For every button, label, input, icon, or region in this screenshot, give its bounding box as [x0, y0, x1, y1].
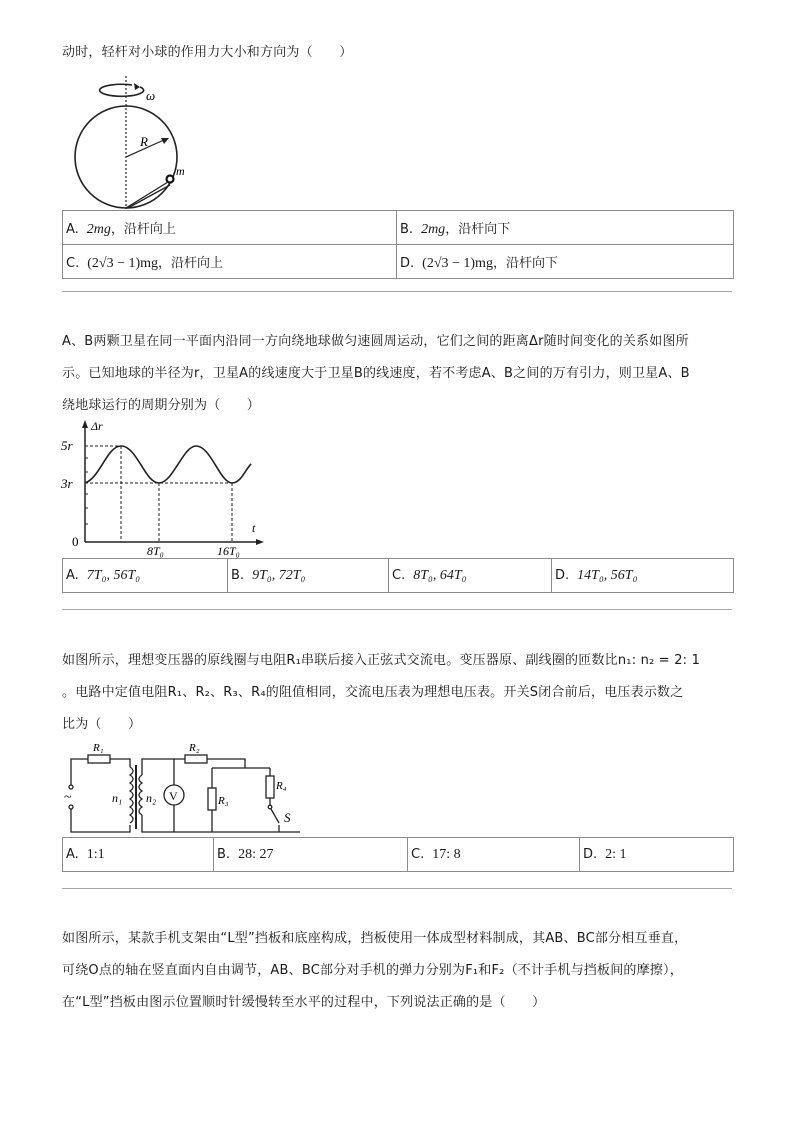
- q3-stem-line: 如图所示，理想变压器的原线圈与电阻R₁串联后接入正弦式交流电。变压器原、副线圈的匝数比n₁: n₂ = 2: 1: [62, 653, 701, 668]
- q4-stem-line: 可绕O点的轴在竖直面内自由调节，AB、BC部分对手机的弹力分别为F₁和F₂（不计手机与挡板间的摩擦），: [62, 963, 683, 978]
- radius-label: R: [140, 134, 148, 149]
- question-divider: [62, 291, 732, 292]
- q2-stem-line: 示。已知地球的半径为r，卫星A的线速度大于卫星B的线速度，若不考虑A、B之间的万有引力，则卫星A、B: [62, 366, 690, 381]
- y-tick-5r: 5r: [61, 438, 73, 453]
- q1-option-d[interactable]: D. (2√3 − 1)mg，沿杆向下: [397, 245, 734, 279]
- question-divider: [62, 609, 732, 610]
- r4-label: R₄: [276, 780, 287, 792]
- question-divider: [62, 888, 732, 889]
- omega-label: ω: [146, 88, 156, 103]
- switch-label: S: [284, 810, 291, 825]
- q4-stem-line: 如图所示，某款手机支架由“L型”挡板和底座构成，挡板使用一体成型材料制成，其AB、BC部分相互垂直，: [62, 931, 688, 946]
- q2-option-a[interactable]: A. 7T₀, 56T₀: [63, 559, 228, 593]
- y-tick-0: 0: [72, 534, 79, 549]
- q4-stem-line: 在“L型”挡板由图示位置顺时针缓慢转至水平的过程中，下列说法正确的是（ ）: [62, 995, 546, 1010]
- n1-label: n₁: [112, 791, 123, 805]
- r1-label: R₁: [93, 742, 104, 754]
- q3-stem-line: 比为（ ）: [62, 717, 142, 732]
- q3-options-table: [62, 837, 734, 872]
- y-axis-label: Δr: [91, 419, 103, 433]
- rotating-ring-figure: [60, 66, 200, 216]
- q1-stem-line: 动时，轻杆对小球的作用力大小和方向为（ ）: [62, 45, 353, 60]
- q1-option-c[interactable]: C. (2√3 − 1)mg，沿杆向上: [63, 245, 397, 279]
- q3-option-a[interactable]: A. 1:1: [63, 838, 214, 872]
- q2-option-b[interactable]: B. 9T₀, 72T₀: [228, 559, 389, 593]
- q2-option-c[interactable]: C. 8T₀, 64T₀: [389, 559, 552, 593]
- voltmeter-symbol: V: [169, 789, 178, 803]
- q1-option-b[interactable]: B. 2mg，沿杆向下: [397, 211, 734, 245]
- x-axis-label: t: [252, 521, 256, 535]
- ac-source-symbol: ~: [64, 790, 72, 805]
- r2-label: R₂: [189, 742, 200, 754]
- n2-label: n₂: [146, 791, 157, 805]
- r3-label: R₃: [218, 795, 229, 807]
- delta-r-time-graph: [55, 418, 275, 558]
- q3-option-b[interactable]: B. 28: 27: [214, 838, 408, 872]
- q1-options-table: [62, 210, 734, 279]
- x-tick-16t0: 16T₀: [217, 544, 240, 558]
- q2-stem-line: A、B两颗卫星在同一平面内沿同一方向绕地球做匀速圆周运动，它们之间的距离Δr随时间变化的关系如图所: [62, 334, 689, 349]
- q2-options-table: [62, 558, 734, 593]
- transformer-circuit-diagram: [55, 737, 315, 837]
- mass-label: m: [176, 164, 185, 178]
- x-tick-8t0: 8T₀: [147, 544, 164, 558]
- y-tick-3r: 3r: [61, 476, 73, 491]
- q2-option-d[interactable]: D. 14T₀, 56T₀: [552, 559, 734, 593]
- q2-stem-line: 绕地球运行的周期分别为（ ）: [62, 398, 261, 413]
- q3-stem-line: 。电路中定值电阻R₁、R₂、R₃、R₄的阻值相同，交流电压表为理想电压表。开关S闭合前后，电压表示数之: [62, 685, 684, 700]
- q3-option-c[interactable]: C. 17: 8: [408, 838, 580, 872]
- q3-option-d[interactable]: D. 2: 1: [580, 838, 734, 872]
- q1-option-a[interactable]: A. 2mg，沿杆向上: [63, 211, 397, 245]
